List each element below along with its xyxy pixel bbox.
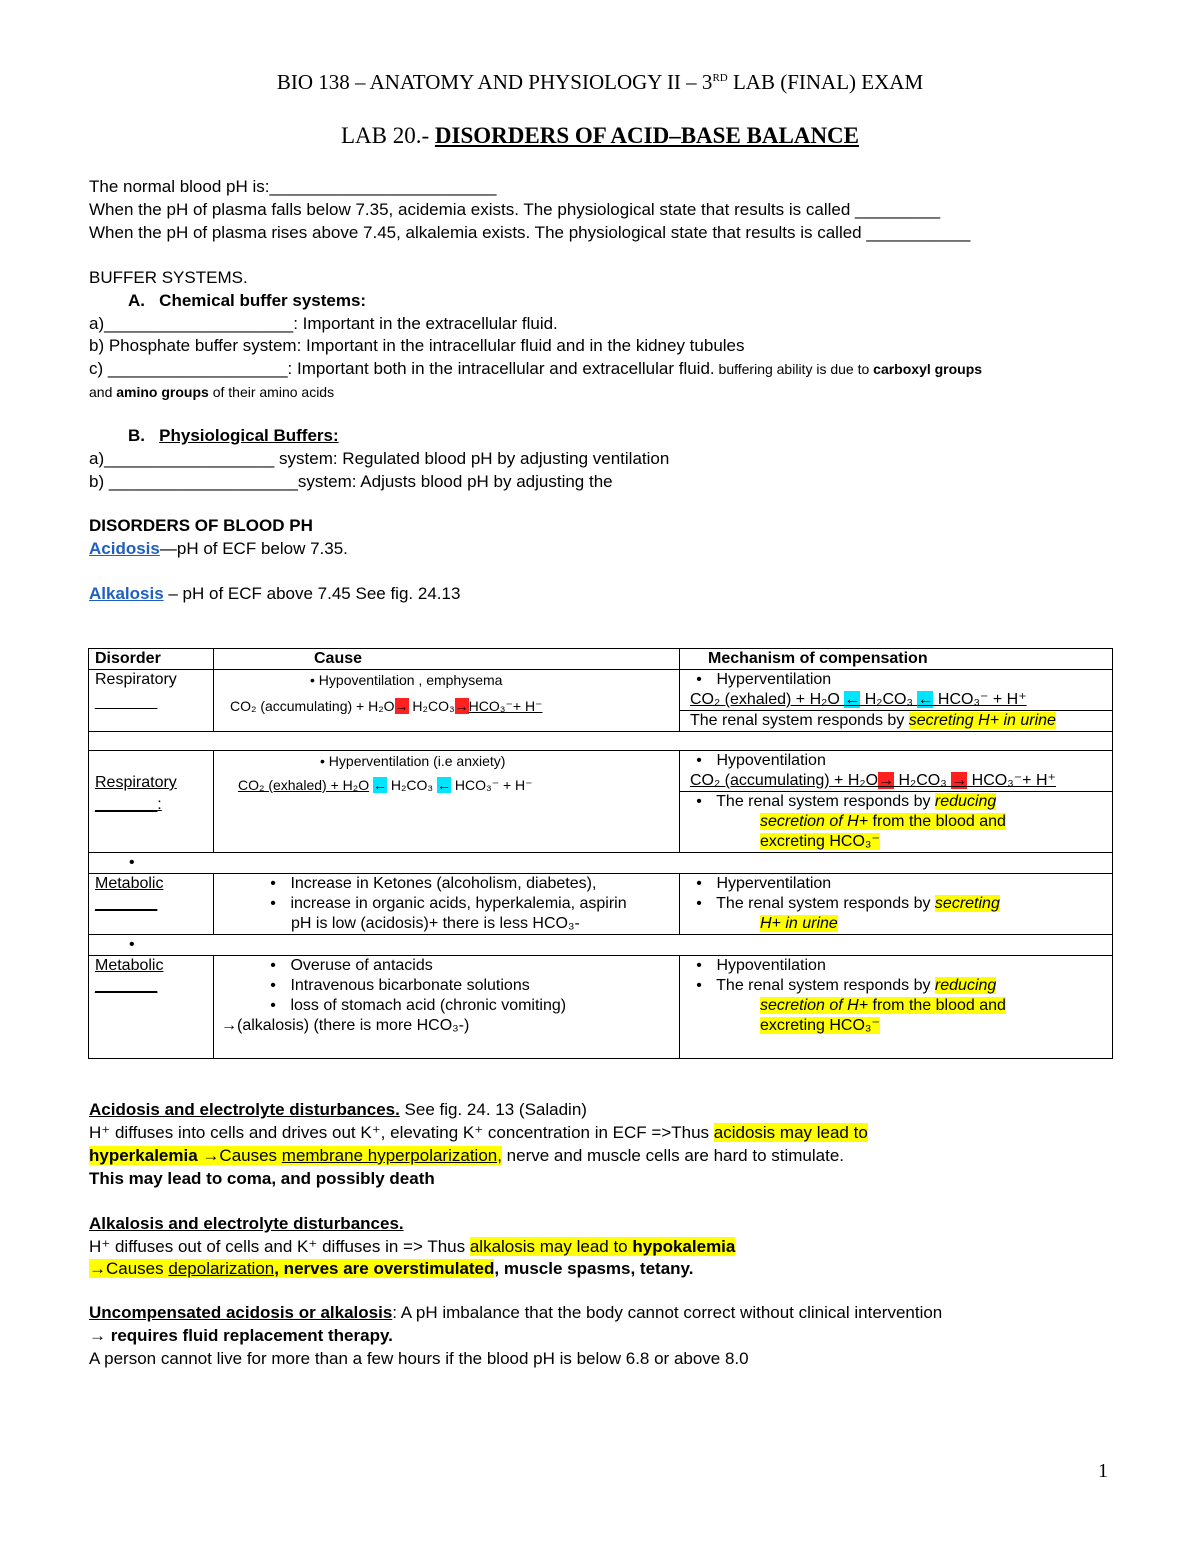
r1-disorder-label: Respiratory: [95, 671, 177, 688]
bullet: •: [320, 753, 325, 769]
r1-mech-a: [680, 670, 1113, 711]
bullet: •: [270, 957, 276, 974]
buffer-heading: BUFFER SYSTEMS.: [89, 268, 248, 287]
r1-mech-eq-b: H₂CO₃: [860, 691, 918, 708]
r4-mech2-hl1: reducing: [934, 977, 997, 994]
acid-l2-post: nerve and muscle cells are hard to stimulate.: [501, 1146, 845, 1165]
table-spacer: [89, 853, 1113, 874]
header-disorder: Disorder: [89, 649, 214, 670]
chem-buffer-c-cont: [89, 381, 334, 403]
header-cause: Cause: [214, 649, 680, 670]
r4-blank: _______: [95, 977, 158, 994]
table-header-row: [89, 649, 1113, 670]
r3-blank: _______: [95, 895, 158, 912]
acidosis-def: [89, 538, 348, 560]
acid-electrolyte-heading: [89, 1099, 587, 1121]
r1-cause: [214, 670, 680, 732]
alk-l2-post: , muscle spasms, tetany.: [494, 1259, 694, 1278]
r2-eq-c: HCO₃⁻ + H⁻: [451, 777, 533, 793]
chem-buffer-c: [89, 358, 982, 380]
phys-buffer-a: a)__________________ system: Regulated blood pH by adjusting ventilation: [89, 449, 670, 468]
alkalosis-def: [89, 583, 460, 605]
alk-line-1: [89, 1236, 735, 1258]
r3-cause: [214, 874, 680, 935]
spacer-bullet: •: [89, 853, 1113, 874]
acid-line-1: [89, 1122, 868, 1144]
table-row: [89, 670, 1113, 711]
r2-cause: [214, 751, 680, 853]
bullet: •: [696, 957, 702, 974]
alk-l2-hl: →Causes: [89, 1259, 169, 1278]
chem-buffer-b: b) Phosphate buffer system: Important in the intracellular fluid and in the kidney tubules: [89, 336, 745, 355]
table-row: [89, 956, 1113, 1059]
r1-eq-b: H₂CO₃: [408, 698, 455, 714]
alk-l2-hl-b: , nerves are overstimulated: [274, 1259, 495, 1278]
r3-mech2-hl2: H+ in urine: [760, 915, 838, 932]
spacer-bullet: •: [89, 935, 1113, 956]
uncompensated-line: [89, 1302, 942, 1324]
r3-mech: [680, 874, 1113, 935]
bullet: •: [696, 752, 702, 769]
acid-line-3: This may lead to coma, and possibly death: [89, 1169, 435, 1188]
chem-buffer-a: a)____________________: Important in the extracellular fluid.: [89, 314, 558, 333]
exam-title-text: BIO 138 – ANATOMY AND PHYSIOLOGY II – 3: [276, 70, 713, 94]
chem-buffer-c-note: buffering ability is due to: [714, 361, 874, 377]
phys-label: B.: [128, 426, 145, 445]
intro-line-1: [89, 176, 496, 198]
r2-mech-hypoventilation: Hypoventilation: [716, 752, 826, 769]
unc-line-3: A person cannot live for more than a few hours if the blood pH is below 6.8 or above 8.0: [89, 1349, 749, 1368]
arrow-left-icon: ←: [844, 691, 861, 708]
r4-cause: [214, 956, 680, 1059]
amino-post: of their amino acids: [208, 384, 335, 400]
bullet: •: [270, 977, 276, 994]
acid-line-2: [89, 1145, 844, 1167]
r4-mech-1: Hypoventilation: [716, 957, 826, 974]
r3-cause-2: increase in organic acids, hyperkalemia, aspirin: [290, 895, 627, 912]
r2-eq-a: CO₂ (exhaled) + H₂O: [238, 777, 370, 793]
alk-l1-hl: alkalosis may lead to: [469, 1237, 633, 1256]
intro-normal-ph: The normal blood pH is:: [89, 177, 270, 196]
r3-disorder-label: Metabolic: [95, 875, 164, 892]
exam-title-suffix: LAB (FINAL) EXAM: [727, 70, 924, 94]
r4-mech2-mid: from the blood and: [868, 997, 1006, 1014]
arrow-right-icon: →: [951, 772, 968, 789]
r2-mech2-mid: from the blood and: [868, 813, 1006, 830]
acid-head: Acidosis and electrolyte disturbances.: [89, 1100, 400, 1119]
header-mechanism: Mechanism of compensation: [680, 649, 1113, 670]
acidosis-term: Acidosis: [89, 539, 160, 558]
phys-buffer-b: b) ____________________system: Adjusts blood pH by adjusting the: [89, 472, 613, 491]
r2-eq-b: H₂CO₃: [386, 777, 438, 793]
r2-mech-eq-c: HCO₃⁻+ H⁺: [967, 772, 1056, 789]
amino-groups: amino groups: [116, 384, 209, 400]
unc-line-2: → requires fluid replacement therapy.: [89, 1326, 393, 1345]
arrow-right-icon: →: [394, 698, 409, 714]
r1-mech-hyperventilation: Hyperventilation: [716, 671, 832, 688]
intro-line-2: When the pH of plasma falls below 7.35, acidemia exists. The physiological state that results is called _________: [89, 200, 941, 219]
r1-mech2-pre: The renal system responds by: [690, 712, 909, 729]
acid-l1-pre: H⁺ diffuses into cells and drives out K⁺, elevating K⁺ concentration in ECF =>Thus: [89, 1123, 714, 1142]
table-spacer: [89, 935, 1113, 956]
r2-mech-eq-a: CO₂ (accumulating) + H₂O: [690, 772, 879, 789]
depolarization: depolarization: [168, 1259, 275, 1278]
acidosis-text: —pH of ECF below 7.35.: [159, 539, 348, 558]
phys-buffer-heading: [128, 425, 339, 447]
bullet: •: [696, 671, 702, 688]
acid-l2-hl-u: membrane hyperpolarization,: [281, 1146, 502, 1165]
bullet: •: [310, 672, 315, 688]
bullet: •: [696, 977, 702, 994]
spacer-cell: [89, 732, 1113, 751]
exam-title-sup: RD: [712, 72, 728, 84]
r1-mech2-highlight: secreting H+ in urine: [908, 712, 1056, 729]
bullet: •: [270, 895, 276, 912]
chem-buffer-heading: [128, 290, 366, 312]
r4-mech2-hl3: excreting HCO₃⁻: [760, 1017, 880, 1034]
intro-blank: ________________________: [269, 177, 497, 196]
r2-mech-b: [680, 792, 1113, 853]
amino-pre: and: [89, 384, 117, 400]
acid-l2-hl: →Causes: [197, 1146, 282, 1165]
unc-def: : A pH imbalance that the body cannot correct without clinical intervention: [392, 1303, 943, 1322]
r2-mech2-hl2: secretion of H+: [760, 813, 869, 830]
acid-l1-hl: acidosis may lead to: [713, 1123, 868, 1142]
r4-disorder: [89, 956, 214, 1059]
r1-blank: _______: [95, 693, 158, 710]
r4-cause-3: loss of stomach acid (chronic vomiting): [290, 997, 567, 1014]
page-number: 1: [1098, 1460, 1108, 1482]
r3-disorder: [89, 874, 214, 935]
arrow-left-icon: ←: [372, 777, 387, 793]
disorders-table: [88, 648, 1113, 1059]
disorders-heading: DISORDERS OF BLOOD PH: [89, 516, 313, 535]
r4-disorder-label: Metabolic: [95, 957, 164, 974]
r4-cause-2: Intravenous bicarbonate solutions: [290, 977, 530, 994]
bullet: •: [270, 997, 276, 1014]
table-row: [89, 874, 1113, 935]
alk-line-2: [89, 1258, 693, 1280]
r3-mech2-pre: The renal system responds by: [716, 895, 935, 912]
r1-mech-eq-a: CO₂ (exhaled) + H₂O: [690, 691, 840, 708]
r3-cause-1: Increase in Ketones (alcoholism, diabetes),: [290, 875, 597, 892]
r1-mech-b: [680, 711, 1113, 732]
r1-eq-a: CO₂ (accumulating) + H₂O: [230, 698, 395, 714]
r4-mech2-hl2: secretion of H+: [760, 997, 869, 1014]
r3-cause-3: pH is low (acidosis)+ there is less HCO₃-: [291, 915, 580, 932]
r2-mech2-pre: The renal system responds by: [716, 793, 935, 810]
bullet: •: [696, 793, 702, 810]
chem-title: Chemical buffer systems:: [159, 291, 367, 310]
acid-ref: See fig. 24. 13 (Saladin): [399, 1100, 587, 1119]
hyperkalemia: hyperkalemia: [89, 1146, 198, 1165]
bullet: •: [696, 895, 702, 912]
table-spacer: [89, 732, 1113, 751]
r4-cause-4: →(alkalosis) (there is more HCO₃-): [221, 1017, 470, 1034]
intro-line-3: When the pH of plasma rises above 7.45, alkalemia exists. The physiological state that results is called ___________: [89, 223, 971, 242]
chem-label: A.: [128, 291, 145, 310]
r1-eq-c: HCO₃⁻+ H⁻: [468, 698, 543, 714]
alk-electrolyte-heading: Alkalosis and electrolyte disturbances.: [89, 1214, 404, 1233]
r2-blank: _______: [95, 796, 158, 813]
r2-disorder: [89, 751, 214, 853]
chem-buffer-c-text: c) ___________________: Important both in the intracellular and extracellular fluid.: [89, 359, 715, 378]
carboxyl-groups: carboxyl groups: [873, 361, 983, 377]
bullet: •: [270, 875, 276, 892]
r4-mech: [680, 956, 1113, 1059]
arrow-left-icon: ←: [437, 777, 452, 793]
r2-cause-text: Hyperventilation (i.e anxiety): [328, 753, 506, 769]
bullet: •: [696, 875, 702, 892]
table-row: [89, 751, 1113, 792]
unc-head: Uncompensated acidosis or alkalosis: [89, 1303, 393, 1322]
r1-mech-eq-c: HCO₃⁻ + H⁺: [933, 691, 1027, 708]
arrow-right-icon: →: [454, 698, 469, 714]
arrow-right-icon: →: [878, 772, 895, 789]
r4-mech2-pre: The renal system responds by: [716, 977, 935, 994]
lab-title-text: DISORDERS OF ACID–BASE BALANCE: [434, 123, 860, 148]
alkalosis-term: Alkalosis: [89, 584, 164, 603]
phys-title: Physiological Buffers:: [159, 426, 339, 445]
r2-mech-eq-b: H₂CO₃: [894, 772, 952, 789]
arrow-left-icon: ←: [917, 691, 934, 708]
r1-disorder: [89, 670, 214, 732]
alkalosis-text: – pH of ECF above 7.45 See fig. 24.13: [163, 584, 461, 603]
exam-title: [0, 70, 1200, 95]
hypokalemia: hypokalemia: [632, 1237, 736, 1256]
r3-mech-1: Hyperventilation: [716, 875, 832, 892]
r3-mech2-hl1: secreting: [934, 895, 1000, 912]
r2-mech2-hl3: excreting HCO₃⁻: [760, 833, 880, 850]
r2-colon: :: [157, 796, 162, 813]
r1-cause-text: Hypoventilation , emphysema: [318, 672, 503, 688]
r4-cause-1: Overuse of antacids: [290, 957, 433, 974]
r2-disorder-label: Respiratory: [95, 774, 177, 791]
lab-title: [0, 123, 1200, 149]
lab-prefix: LAB 20.-: [340, 123, 435, 148]
r2-mech2-hl1: reducing: [934, 793, 997, 810]
alk-l1-pre: H⁺ diffuses out of cells and K⁺ diffuses in => Thus: [89, 1237, 470, 1256]
r2-mech-a: [680, 751, 1113, 792]
